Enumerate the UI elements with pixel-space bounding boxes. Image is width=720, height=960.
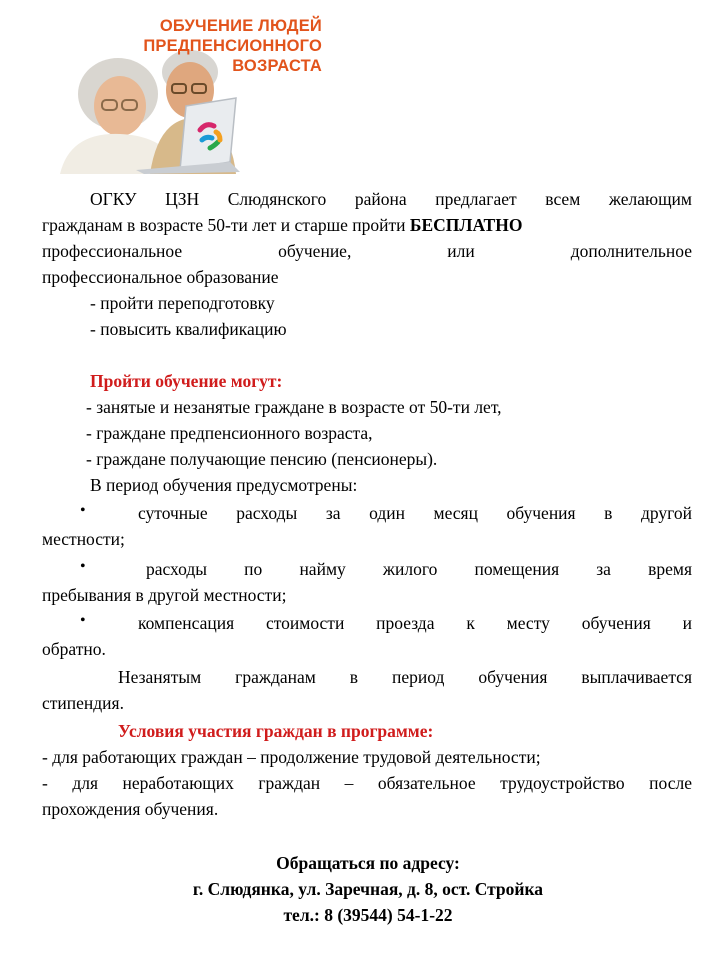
intro-line: профессиональное обучение, или дополнительное bbox=[42, 241, 692, 261]
option-item: - повысить квалификацию bbox=[90, 319, 287, 339]
intro-text: гражданам в возрасте 50-ти лет и старше пройти bbox=[42, 215, 410, 235]
provision-line: обратно. bbox=[42, 639, 106, 659]
provision-line: компенсация стоимости проезда к месту обучения и bbox=[138, 613, 692, 633]
option-item: - пройти переподготовку bbox=[90, 293, 275, 313]
provision-line: расходы по найму жилого помещения за время bbox=[146, 559, 692, 579]
banner-image bbox=[40, 2, 328, 174]
contact-phone: тел.: 8 (39544) 54-1-22 bbox=[283, 905, 453, 925]
eligible-item: - граждане предпенсионного возраста, bbox=[86, 423, 373, 443]
eligible-heading: Пройти обучение могут: bbox=[90, 371, 283, 391]
banner-title-line: ОБУЧЕНИЕ ЛЮДЕЙ bbox=[159, 17, 322, 35]
stipend-line: Незанятым гражданам в период обучения выплачивается bbox=[118, 667, 692, 687]
conditions-heading: Условия участия граждан в программе: bbox=[118, 721, 434, 741]
provision-line: суточные расходы за один месяц обучения в другой bbox=[138, 503, 692, 523]
contact-address: г. Слюдянка, ул. Заречная, д. 8, ост. Стройка bbox=[192, 879, 544, 899]
provision-line: пребывания в другой местности; bbox=[42, 585, 287, 605]
condition-line: - для работающих граждан – продолжение трудовой деятельности; bbox=[42, 747, 541, 767]
condition-line: - для неработающих граждан – обязательное трудоустройство после bbox=[42, 773, 692, 793]
eligible-item: - занятые и незанятые граждане в возрасте от 50-ти лет, bbox=[86, 397, 502, 417]
provision-line: местности; bbox=[42, 529, 125, 549]
banner-title-line: ВОЗРАСТА bbox=[232, 57, 322, 75]
banner-title-line: ПРЕДПЕНСИОННОГО bbox=[143, 37, 322, 55]
period-intro: В период обучения предусмотрены: bbox=[90, 475, 358, 495]
intro-line bbox=[42, 212, 692, 238]
eligible-item: - граждане получающие пенсию (пенсионеры). bbox=[86, 449, 438, 469]
condition-line: прохождения обучения. bbox=[42, 799, 219, 819]
bullet-icon: • bbox=[80, 502, 86, 519]
free-emphasis: БЕСПЛАТНО bbox=[409, 215, 523, 235]
stipend-line: стипендия. bbox=[42, 693, 124, 713]
intro-line: профессиональное образование bbox=[42, 267, 279, 287]
bullet-icon: • bbox=[80, 558, 86, 575]
banner-title bbox=[52, 16, 322, 76]
intro-line: ОГКУ ЦЗН Слюдянского района предлагает всем желающим bbox=[90, 189, 692, 209]
bullet-icon: • bbox=[80, 612, 86, 629]
contact-heading: Обращаться по адресу: bbox=[276, 853, 460, 873]
